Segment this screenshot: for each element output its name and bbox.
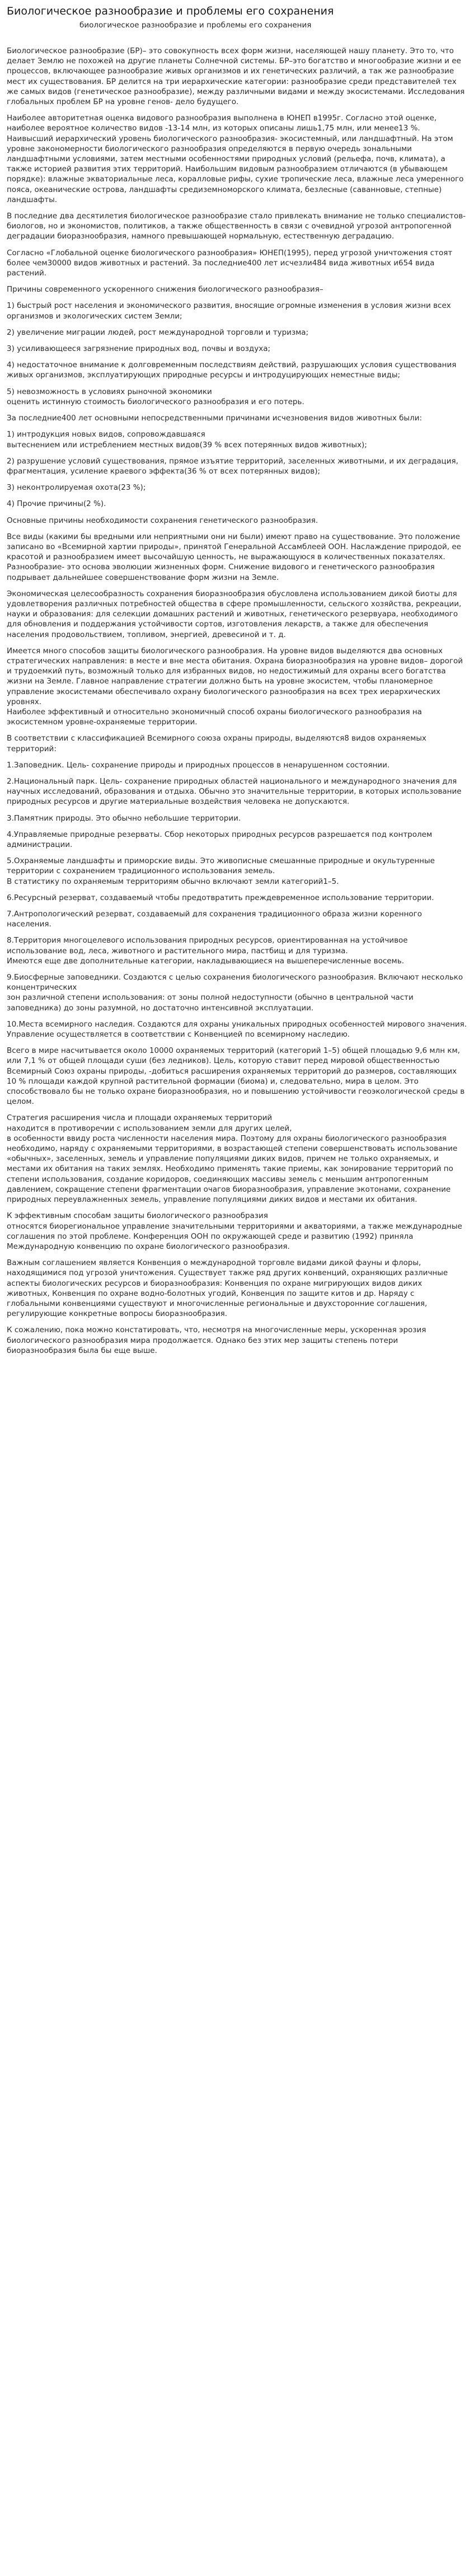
paragraph: 9.Биосферные заповедники. Создаются с целью сохранения биологического разнообразия. Включают несколько концентрических зон различной степени использования: от зоны полной недоступности (обычно в центральной части заповедника) до зоны разумной, но достаточно интенсивной эксплуатации.: [7, 973, 463, 1013]
paragraph: Стратегия расширения числа и площади охраняемых территорий находится в противоречии с использованием земли для других целей, в особенности ввиду роста численности населения мира. Поэтому для охраны биологического разнообразия необходимо, наряду с охраняемыми территориями, в возрастающей степени совершенствовать использование «обычных», заселенных, земель и управление популяциями диких видов, причем не только охраняемых, и местами их обитания на таких землях. Необходимо применять такие приемы, как зонирование территорий по степени использования, создание коридоров, соединяющих массивы земель с меньшим антропогенным давлением, сокращение степени фрагментации очагов биоразнообразия, управление экотонами, сохранение природных переувлажненных земель, управление популяциями диких видов и местами их обитания.: [7, 1113, 458, 1205]
paragraph: Имеется много способов защиты биологического разнообразия. На уровне видов выделяются два основных стратегических направления: в месте и вне места обитания. Охрана биоразнообразия на уровне видов– дорогой и трудоемкий путь, возможный только для избранных видов, но недостижимый для охраны всего богатства жизни на Земле. Главное направление стратегии должно быть на уровне экосистем, чтобы планомерное управление экосистемами обеспечивало охрану биологического разнообразия на всех трех иерархических уровнях. Наиболее эффективный и относительно экономичный способ охраны биологического разнообразия на экосистемном уровне-охраняемые территории.: [7, 646, 463, 727]
paragraph: 6.Ресурсный резерват, создаваемый чтобы предотвратить преждевременное использование территории.: [7, 893, 434, 902]
paragraph: Биологическое разнообразие (БР)– это совокупность всех форм жизни, населяющей нашу планету. Это то, что делает Землю не похожей на другие планеты Солнечной системы. БР–это богатство и многообразие жизни и ее процессов, включающее разнообразие живых организмов и их генетических различий, а так же разнообразие мест их существования. БР делится на три иерархические категории: разнообразие среди представителей тех же самых видов (генетическое разнообразие), между различными видами и между экосистемами. Исследования глобальных проблем БР на уровне генов- дело будущего.: [7, 46, 465, 107]
page-title: Биологическое разнообразие и проблемы его сохранения: [7, 5, 334, 17]
paragraph: 7.Антропологический резерват, создаваемый для сохранения традиционного образа жизни коренного населения.: [7, 910, 423, 929]
paragraph: Наиболее авторитетная оценка видового разнообразия выполнена в ЮНЕП в1995г. Согласно этой оценке, наиболее вероятное количество видов -13-14 млн, из которых описаны лишь1,75 млн, или менее13 %. Наивысший иерархический уровень биологического разнообразия- экосистемный, или ландшафтный. На этом уровне закономерности биологического разнообразия определяются в первую очередь зональными ландшафтными условиями, затем местными особенностями природных условий (рельефа, почв, климата), а также историей развития этих территорий. Наибольшим видовым разнообразием отличаются (в убывающем порядке): влажные экваториальные леса, коралловые рифы, сухие тропические леса, влажные леса умеренного пояса, океанические острова, ландшафты средиземноморского климата, безлесные (саванновые, степные) ландшафты.: [7, 114, 464, 204]
paragraph: 1) быстрый рост населения и экономического развития, вносящие огромные изменения в условия жизни всех организмов и экологических систем Земли;: [7, 301, 451, 321]
paragraph: 4) Прочие причины(2 %).: [7, 499, 106, 509]
paragraph: Согласно «Глобальной оценке биологического разнообразия» ЮНЕП(1995), перед угрозой уничтожения стоят более чем30000 видов животных и растений. За последние400 лет исчезли484 вида животных и654 вида растений.: [7, 248, 453, 278]
paragraph: Все виды (какими бы вредными или неприятными они ни были) имеют право на существование. Это положение записано во «Всемирной хартии природы», принятой Генеральной Ассамблеей ООН. Наслаждение природой, ее красотой и разнообразием имеет высочайшую ценность, не выражающуюся в количественных показателях. Разнообразие- это основа эволюции жизненных форм. Снижение видового и генетического разнообразия подрывает дальнейшее совершенствование форм жизни на Земле.: [7, 532, 461, 582]
paragraph: 4.Управляемые природные резерваты. Сбор некоторых природных ресурсов разрешается под контролем администрации.: [7, 830, 433, 849]
paragraph: 3) усиливающееся загрязнение природных вод, почвы и воздуха;: [7, 344, 271, 354]
paragraph: 2) разрушение условий существования, прямое изъятие территорий, заселенных животными, и их деградация, фрагментация, усиление краевого эффекта(36 % от всех потерянных видов);: [7, 456, 458, 476]
paragraph: В последние два десятилетия биологическое разнообразие стало привлекать внимание не только специалистов-биологов, но и экономистов, политиков, а также общественность в связи с очевидной угрозой антропогенной деградации биоразнообразия, намного превышающей нормальную, естественную деградацию.: [7, 212, 466, 241]
paragraph: 8.Территория многоцелевого использования природных ресурсов, ориентированная на устойчивое использование вод, леса, животного и растительного мира, пастбищ и для туризма. Имеются еще две дополнительные категории, накладывающиеся на вышеперечисленные восемь.: [7, 936, 408, 966]
paragraph: Важным соглашением является Конвенция о международной торговле видами дикой фауны и флоры, находящимися под угрозой уничтожения. Существует также ряд других конвенций, охраняющих различные аспекты биологических ресурсов и биоразнообразия: Конвенция по охране мигрирующих видов диких животных, Конвенция по охране водно-болотных угодий, Конвенция по защите китов и др. Наряду с глобальными конвенциями существуют и многочисленные региональные и двухсторонние соглашения, регулирующие конкретные вопросы биоразнообразия.: [7, 1258, 448, 1319]
paragraph: За последние400 лет основными непосредственными причинами исчезновения видов животных были:: [7, 414, 423, 423]
paragraph: 3) неконтролируемая охота(23 %);: [7, 483, 146, 493]
paragraph: К сожалению, пока можно констатировать, что, несмотря на многочисленные меры, ускоренная эрозия биологического разнообразия мира продолжается. Однако без этих мер защиты степень потери биоразнообразия была бы еще выше.: [7, 1326, 426, 1355]
paragraph: 10.Места всемирного наследия. Создаются для охраны уникальных природных особенностей мирового значения. Управление осуществляется в соответствии с Конвенцией по всемирному наследию.: [7, 1019, 467, 1039]
paragraph: 1) интродукция новых видов, сопровождавшаяся вытеснением или истреблением местных видов(39 % всех потерянных видов животных);: [7, 430, 367, 449]
paragraph: 1.Заповедник. Цель- сохранение природы и природных процессов в ненарушенном состоянии.: [7, 760, 390, 770]
paragraph: Всего в мире насчитывается около 10000 охраняемых территорий (категорий 1–5) общей площадью 9,6 млн км, или 7,1 % от общей площади суши (без ледников). Цель, которую ставит перед мировой общественностью Всемирный Союз охраны природы, -добиться расширения охраняемых территорий до размеров, составляющих 10 % площади каждой крупной растительной формации (биома) и, следовательно, мира в целом. Это способствовало бы не только охране биоразнообразия, но и повышению устойчивости геоэкологической среды в целом.: [7, 1046, 465, 1107]
paragraph: 2) увеличение миграции людей, рост международной торговли и туризма;: [7, 327, 309, 337]
paragraph: К эффективным способам защиты биологического разнообразия относятся биорегиональное управление значительными территориями и акваториями, а также международные соглашения по этой проблеме. Конференция ООН по окружающей среде и развитию (1992) приняла Международную конвенцию по охране биологического разнообразия.: [7, 1211, 462, 1251]
page-subtitle: биологическое разнообразие и проблемы его сохранения: [79, 21, 312, 30]
paragraph: 4) недостаточное внимание к долговременным последствиям действий, разрушающих условия существования живых организмов, эксплуатирующих природные ресурсы и интродуцирующих неместные виды;: [7, 360, 457, 380]
paragraph: Причины современного ускоренного снижения биологического разнообразия–: [7, 285, 323, 294]
paragraph: 5.Охраняемые ландшафты и приморские виды. Это живописные смешанные природные и окультуренные территории с сохранением традиционного использования земель. В статистику по охраняемым территориям обычно включают земли категорий1–5.: [7, 856, 435, 886]
paragraph: Основные причины необходимости сохранения генетического разнообразия.: [7, 516, 318, 525]
paragraph: 3.Памятник природы. Это обычно небольшие территории.: [7, 813, 241, 823]
paragraph: 2.Национальный парк. Цель- сохранение природных областей национального и международного значения для научных исследований, образования и отдыха. Обычно это значительные территории, в которых использование природных ресурсов и другие материальные воздействия человека не допускаются.: [7, 776, 462, 807]
paragraph: Экономическая целесообразность сохранения биоразнообразия обусловлена использованием дикой биоты для удовлетворения различных потребностей общества в сфере промышленности, сельского хозяйства, рекреации, науки и образования: для селекции домашних растений и животных, генетического резервуара, необходимого для обновления и поддержания устойчивости сортов, изготовления лекарств, а также для обеспечения населения продовольствием, топливом, энергией, древесиной и т. д.: [7, 589, 462, 639]
paragraph: 5) невозможность в условиях рыночной экономики оценить истинную стоимость биологического разнообразия и его потерь.: [7, 387, 304, 406]
paragraph: В соответствии с классификацией Всемирного союза охраны природы, выделяются8 видов охраняемых территорий:: [7, 734, 426, 753]
article-body: [7, 46, 467, 1356]
